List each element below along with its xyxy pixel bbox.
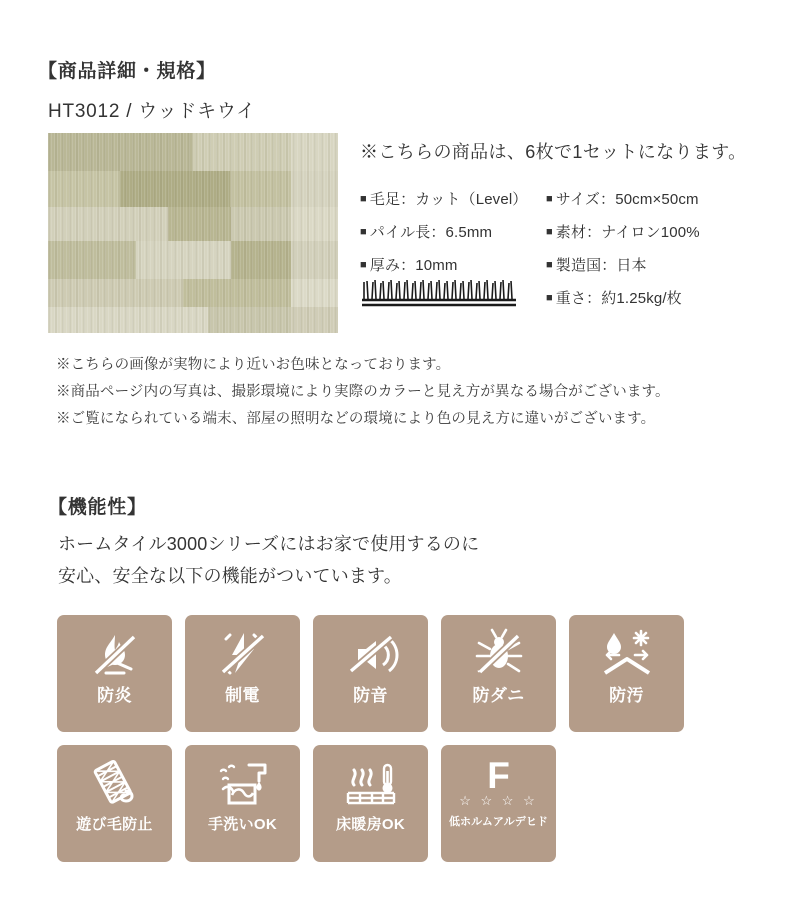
feature-badge-label: 手洗いOK xyxy=(207,816,277,833)
spec-item: ■ 毛足：カット（Level） xyxy=(360,184,527,217)
f-four-star-icon xyxy=(459,751,537,817)
spec-item: ■ 製造国：日本 xyxy=(546,250,700,283)
sound-crossed-icon xyxy=(340,621,402,687)
functionality-intro-line: 安心、安全な以下の機能がついています。 xyxy=(58,566,402,586)
feature-badge-label: 制電 xyxy=(225,686,260,705)
functionality-intro xyxy=(58,528,479,592)
feature-badge-soundproof xyxy=(313,615,428,732)
anti-fluff-icon xyxy=(86,751,144,817)
floor-heating-icon xyxy=(340,751,402,817)
spec-item: ■ パイル長：6.5mm xyxy=(360,217,527,250)
pile-cross-section-icon xyxy=(360,276,518,308)
feature-badge-label: 遊び毛防止 xyxy=(76,816,153,833)
set-quantity-note: ※こちらの商品は、6枚で1セットになります。 xyxy=(360,142,747,162)
note-line: ※商品ページ内の写真は、撮影環境により実際のカラーと見え方が異なる場合がございます。 xyxy=(56,384,670,400)
color-disclaimer-notes xyxy=(56,352,670,433)
feature-badge-label: 低ホルムアルデヒド xyxy=(448,816,549,828)
feature-badge-label: 防炎 xyxy=(97,686,132,705)
product-swatch-image xyxy=(48,133,338,333)
spec-item: ■ 素材：ナイロン100% xyxy=(546,217,700,250)
feature-badge-stain-resistant xyxy=(569,615,684,732)
note-line: ※こちらの画像が実物により近いお色味となっております。 xyxy=(56,357,451,373)
feature-badge-hand-washable xyxy=(185,745,300,862)
spec-list-right xyxy=(546,184,700,316)
feature-badge-anti-fluff xyxy=(57,745,172,862)
f-mark: F xyxy=(487,755,510,796)
feature-badge-low-formaldehyde xyxy=(441,745,556,862)
flame-crossed-icon xyxy=(86,621,144,687)
four-star-rating: ☆ ☆ ☆ ☆ xyxy=(459,793,538,808)
stain-repellent-icon xyxy=(597,621,657,687)
functionality-section-heading: 【機能性】 xyxy=(48,497,147,518)
feature-badge-flame-retardant xyxy=(57,615,172,732)
antistatic-crossed-icon xyxy=(214,621,272,687)
functionality-intro-line: ホームタイル3000シリーズにはお家で使用するのに xyxy=(58,534,480,554)
spec-item: ■ サイズ：50cm×50cm xyxy=(546,184,700,217)
feature-badge-antistatic xyxy=(185,615,300,732)
spec-item: ■ 重さ：約1.25kg/枚 xyxy=(546,283,700,316)
feature-badge-label: 床暖房OK xyxy=(335,816,405,833)
feature-badge-antimite xyxy=(441,615,556,732)
spec-section-heading: 【商品詳細・規格】 xyxy=(38,61,216,82)
feature-badge-grid xyxy=(57,615,757,862)
feature-badge-floor-heating xyxy=(313,745,428,862)
feature-badge-label: 防音 xyxy=(353,686,388,705)
spec-list-left xyxy=(360,184,527,283)
feature-badge-label: 防ダニ xyxy=(472,686,525,705)
feature-badge-label: 防汚 xyxy=(609,686,644,705)
hand-wash-icon xyxy=(213,751,273,817)
product-code: HT3012 / ウッドキウイ xyxy=(48,101,256,122)
note-line: ※ご覧になられている端末、部屋の照明などの環境により色の見え方に違いがございます。 xyxy=(56,411,656,427)
mite-crossed-icon xyxy=(470,621,528,687)
spec-item: ■ 厚み：10mm xyxy=(360,250,527,283)
